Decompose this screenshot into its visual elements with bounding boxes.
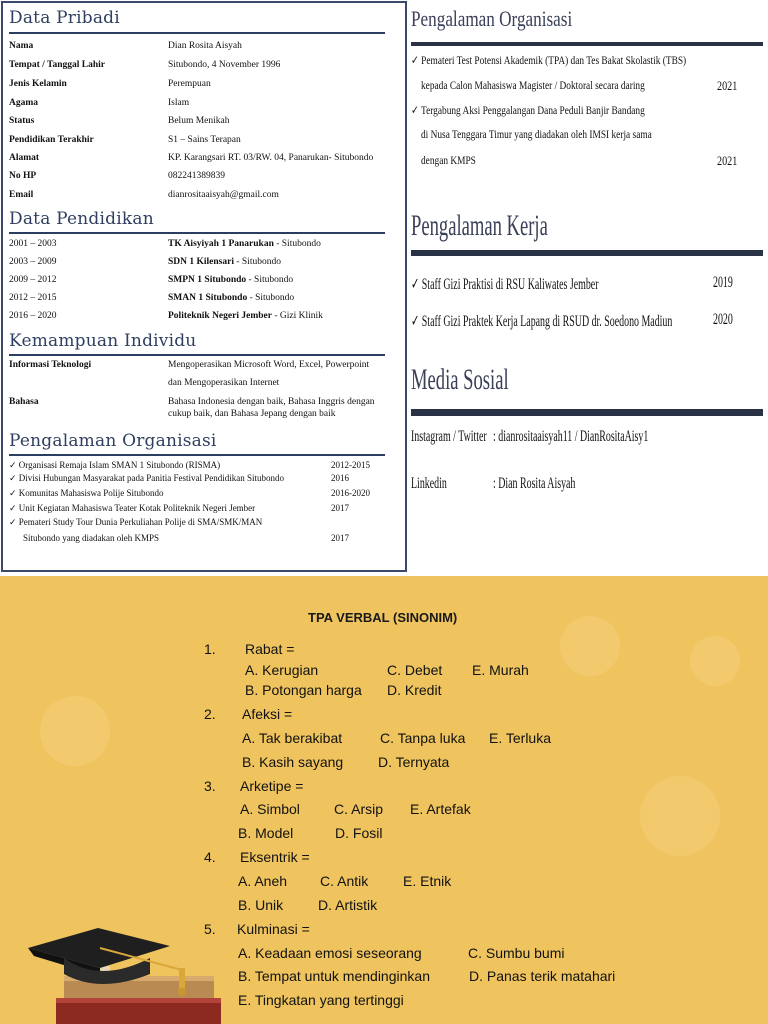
option-a: A. Simbol <box>240 801 300 817</box>
status-value: Belum Menikah <box>168 116 230 126</box>
pendidikan-terakhir-label: Pendidikan Terakhir <box>9 135 94 145</box>
organisasi-item: ✓ Unit Kegiatan Mahasiswa Teater Kotak Politeknik Negeri Jember <box>9 503 256 513</box>
option-d: D. Kredit <box>387 682 442 698</box>
edu-school: SMPN 1 Situbondo <box>168 275 247 285</box>
option-d: D. Panas terik matahari <box>469 968 616 984</box>
section-divider <box>9 32 385 34</box>
option-e: E. Tingkatan yang tertinggi <box>238 992 404 1008</box>
option-d: D. Ternyata <box>378 754 450 770</box>
option-a: A. Kerugian <box>245 662 319 678</box>
option-d: D. Artistik <box>318 897 378 913</box>
skill-label: Bahasa <box>9 397 39 407</box>
edu-school: Politeknik Negeri Jember <box>168 311 272 321</box>
no-hp-value: 082241389839 <box>168 171 225 181</box>
question-number: 1. <box>204 641 216 657</box>
cv-right-panel <box>407 0 768 576</box>
section-divider <box>411 250 763 256</box>
background-blot <box>560 616 620 676</box>
option-c: C. Tanpa luka <box>380 730 466 746</box>
question-word: Afeksi = <box>242 706 293 722</box>
no-hp-label: No HP <box>9 171 37 181</box>
section-divider <box>9 232 385 234</box>
option-c: C. Antik <box>320 873 369 889</box>
organisasi-right-item: kepada Calon Mahasiswa Magister / Doktoral secara daring <box>421 78 645 92</box>
graduation-cap-icon <box>0 866 250 1024</box>
question-number: 2. <box>204 706 216 722</box>
organisasi-item: Situbondo yang diadakan oleh KMPS <box>23 533 159 543</box>
skill-text: Mengoperasikan Microsoft Word, Excel, Powerpoint <box>168 360 370 370</box>
edu-years: 2001 – 2003 <box>9 239 57 249</box>
email-label: Email <box>9 190 34 200</box>
option-b: B. Potongan harga <box>245 682 362 698</box>
edu-entry <box>168 257 281 268</box>
question-number: 5. <box>204 921 216 937</box>
edu-entry <box>168 239 321 250</box>
tpa-title: TPA VERBAL (SINONIM) <box>308 610 458 625</box>
data-pendidikan-title: Data Pendidikan <box>9 209 154 229</box>
edu-school: SDN 1 Kilensari <box>168 257 234 267</box>
edu-entry <box>168 275 293 286</box>
option-b: B. Tempat untuk mendinginkan <box>238 968 430 984</box>
jenis-kelamin-label: Jenis Kelamin <box>9 79 67 89</box>
kemampuan-title: Kemampuan Individu <box>9 331 197 351</box>
background-blot <box>690 636 740 686</box>
skill-text: Bahasa Indonesia dengan baik, Bahasa Inggris dengan <box>168 397 375 407</box>
tpa-slide <box>0 576 768 1024</box>
social-value: : Dian Rosita Aisyah <box>493 475 576 492</box>
question-number: 4. <box>204 849 216 865</box>
organisasi-right-item: ✓ Tergabung Aksi Penggalangan Dana Peduli Banjir Bandang <box>411 103 645 117</box>
organisasi-item: ✓ Komunitas Mahasiswa Polije Situbondo <box>9 488 164 498</box>
organisasi-title: Pengalaman Organisasi <box>9 431 217 451</box>
alamat-value: KP. Karangsari RT. 03/RW. 04, Panarukan- Situbondo <box>168 153 374 163</box>
organisasi-item: ✓ Divisi Hubungan Masyarakat pada Panitia Festival Pendidikan Situbondo <box>9 473 285 483</box>
section-divider <box>9 454 385 456</box>
email-value: dianrositaaisyah@gmail.com <box>168 190 279 200</box>
agama-label: Agama <box>9 98 39 108</box>
background-blot <box>40 696 110 766</box>
option-c: C. Debet <box>387 662 443 678</box>
kerja-item: ✓ Staff Gizi Praktisi di RSU Kaliwates Jember <box>411 276 599 293</box>
organisasi-right-year: 2021 <box>717 153 738 168</box>
organisasi-right-year: 2021 <box>717 78 738 93</box>
edu-years: 2016 – 2020 <box>9 311 57 321</box>
media-sosial-title: Media Sosial <box>411 363 509 396</box>
edu-entry <box>168 311 323 322</box>
edu-place: - Situbondo <box>233 257 281 267</box>
kerja-year: 2020 <box>713 311 733 328</box>
data-pribadi-title: Data Pribadi <box>9 8 120 28</box>
section-divider <box>9 354 385 356</box>
option-e: E. Etnik <box>403 873 452 889</box>
option-d: D. Fosil <box>335 825 383 841</box>
option-a: A. Aneh <box>238 873 288 889</box>
organisasi-right-item: di Nusa Tenggara Timur yang diadakan oleh IMSI kerja sama <box>421 127 652 141</box>
option-b: B. Model <box>238 825 294 841</box>
section-divider <box>411 409 763 416</box>
edu-years: 2003 – 2009 <box>9 257 57 267</box>
option-c: C. Arsip <box>334 801 384 817</box>
social-label: Instagram / Twitter <box>411 428 487 445</box>
question-word: Eksentrik = <box>240 849 310 865</box>
section-divider <box>411 42 763 46</box>
jenis-kelamin-value: Perempuan <box>168 79 211 89</box>
organisasi-right-title: Pengalaman Organisasi <box>411 6 573 31</box>
edu-entry <box>168 293 294 304</box>
edu-place: - Situbondo <box>247 293 295 303</box>
organisasi-item: ✓ Organisasi Remaja Islam SMAN 1 Situbondo (RISMA) <box>9 460 221 470</box>
ttl-label: Tempat / Tanggal Lahir <box>9 60 105 70</box>
edu-place: - Situbondo <box>246 275 294 285</box>
option-e: E. Artefak <box>410 801 471 817</box>
organisasi-year: 2017 <box>331 533 349 543</box>
background-blot <box>640 776 720 856</box>
edu-school: SMAN 1 Situbondo <box>168 293 248 303</box>
organisasi-item: ✓ Pemateri Study Tour Dunia Perkuliahan Polije di SMA/SMK/MAN <box>9 517 263 527</box>
alamat-label: Alamat <box>9 153 40 163</box>
kerja-title: Pengalaman Kerja <box>411 209 548 242</box>
option-b: B. Kasih sayang <box>242 754 344 770</box>
kerja-item: ✓ Staff Gizi Praktek Kerja Lapang di RSUD dr. Soedono Madiun <box>411 313 673 330</box>
option-a: A. Keadaan emosi seseorang <box>238 945 422 961</box>
edu-school: TK Aisyiyah 1 Panarukan <box>168 239 274 249</box>
organisasi-right-item: dengan KMPS <box>421 153 476 167</box>
kerja-year: 2019 <box>713 274 733 291</box>
edu-place: - Gizi Klinik <box>271 311 323 321</box>
nama-label: Nama <box>9 41 34 51</box>
nama-value: Dian Rosita Aisyah <box>168 41 242 51</box>
option-e: E. Murah <box>472 662 529 678</box>
edu-years: 2009 – 2012 <box>9 275 57 285</box>
edu-years: 2012 – 2015 <box>9 293 57 303</box>
question-word: Arketipe = <box>240 778 304 794</box>
social-label: Linkedin <box>411 475 447 492</box>
organisasi-year: 2016 <box>331 473 349 483</box>
ttl-value: Situbondo, 4 November 1996 <box>168 60 281 70</box>
skill-text: cukup baik, dan Bahasa Jepang dengan baik <box>168 409 336 419</box>
skill-label: Informasi Teknologi <box>9 360 92 370</box>
question-word: Kulminasi = <box>237 921 310 937</box>
question-number: 3. <box>204 778 216 794</box>
organisasi-year: 2012-2015 <box>331 460 370 470</box>
option-b: B. Unik <box>238 897 284 913</box>
option-e: E. Terluka <box>489 730 551 746</box>
option-a: A. Tak berakibat <box>242 730 343 746</box>
status-label: Status <box>9 116 35 126</box>
edu-place: - Situbondo <box>273 239 321 249</box>
organisasi-year: 2017 <box>331 503 349 513</box>
agama-value: Islam <box>168 98 190 108</box>
question-word: Rabat = <box>245 641 295 657</box>
pendidikan-terakhir-value: S1 – Sains Terapan <box>168 135 241 145</box>
organisasi-year: 2016-2020 <box>331 488 370 498</box>
cv-left-panel <box>1 1 407 572</box>
option-c: C. Sumbu bumi <box>468 945 565 961</box>
skill-text: dan Mengoperasikan Internet <box>168 378 280 388</box>
organisasi-right-item: ✓ Pemateri Test Potensi Akademik (TPA) dan Tes Bakat Skolastik (TBS) <box>411 53 687 67</box>
social-value: : dianrositaaisyah11 / DianRositaAisy1 <box>493 428 649 445</box>
